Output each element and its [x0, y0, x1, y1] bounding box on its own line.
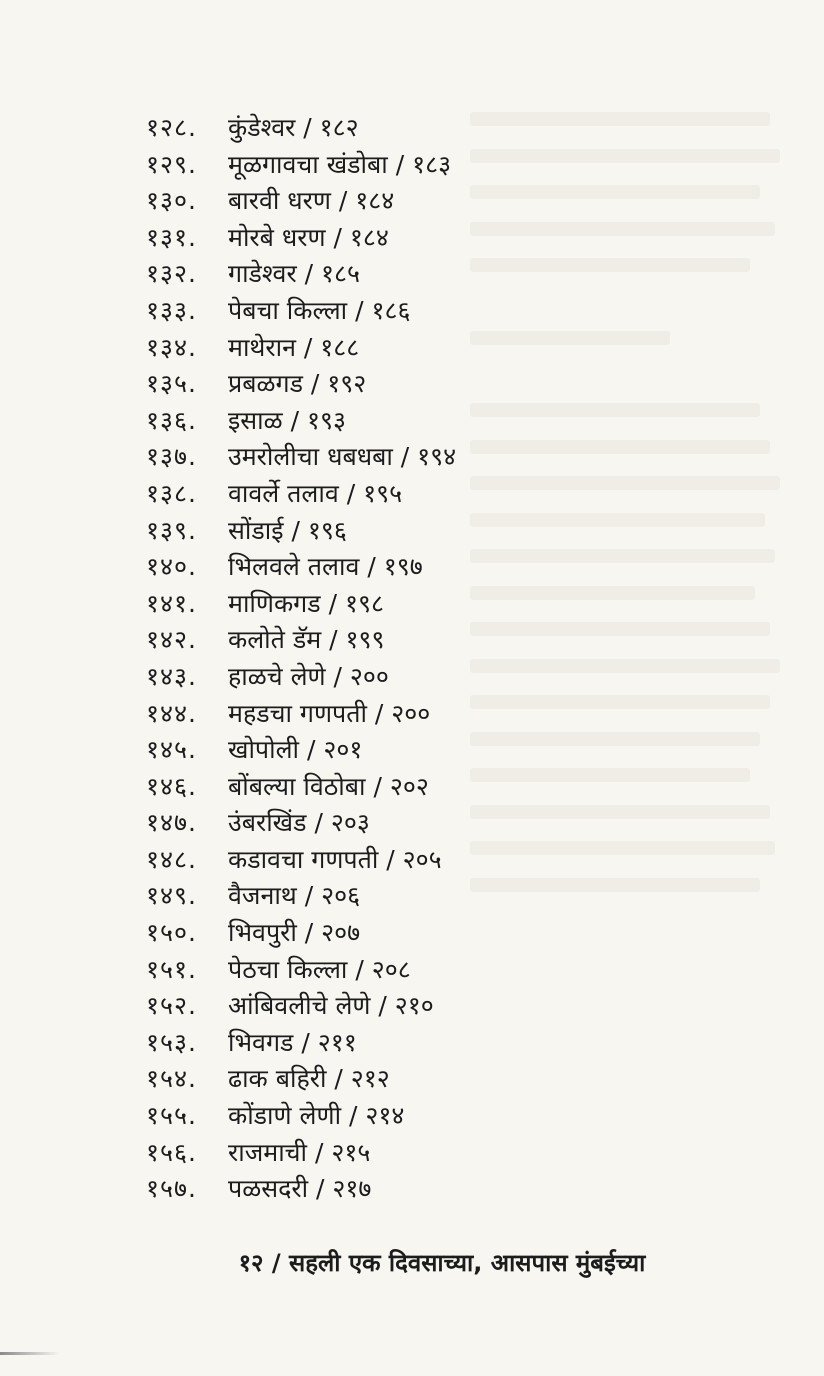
toc-entry: [0, 732, 824, 769]
toc-entry: [0, 1171, 824, 1208]
toc-entry: [0, 952, 824, 989]
entry-number: १४५.: [146, 735, 197, 765]
entry-title: पेबचा किल्ला / १८६: [228, 295, 411, 325]
entry-title: गाडेश्वर / १८५: [228, 259, 360, 289]
entry-number: १३०.: [146, 186, 197, 216]
toc-entry: [0, 659, 824, 696]
entry-number: १५०.: [146, 918, 197, 948]
entry-title: सोंडाई / १९६: [228, 515, 347, 545]
toc-entry: [0, 1061, 824, 1098]
entry-number: १४७.: [146, 808, 197, 838]
toc-entry: [0, 878, 824, 915]
toc-entry: [0, 110, 824, 147]
entry-title: खोपोली / २०१: [228, 735, 363, 765]
toc-entry: [0, 1135, 824, 1172]
entry-title: माणिकगड / १९८: [228, 588, 384, 618]
entry-number: १५६.: [146, 1137, 197, 1167]
entry-title: उंबरखिंड / २०३: [228, 808, 370, 838]
toc-entry: [0, 988, 824, 1025]
toc-entry: [0, 513, 824, 550]
toc-entry: [0, 330, 824, 367]
toc-entry: [0, 805, 824, 842]
entry-title: पेठचा किल्ला / २०८: [228, 954, 411, 984]
entry-number: १४८.: [146, 844, 197, 874]
toc-entry: [0, 476, 824, 513]
entry-number: १५१.: [146, 954, 197, 984]
entry-number: १३३.: [146, 295, 197, 325]
entry-number: १४९.: [146, 881, 197, 911]
entry-title: कलोते डॅम / १९९: [228, 625, 385, 655]
toc-entry: [0, 915, 824, 952]
entry-number: १४६.: [146, 771, 197, 801]
entry-number: १५३.: [146, 1027, 197, 1057]
entry-number: १२९.: [146, 149, 197, 179]
entry-title: महडचा गणपती / २००: [228, 698, 431, 728]
toc-entry: [0, 1025, 824, 1062]
toc-entry: [0, 549, 824, 586]
entry-number: १४३.: [146, 661, 197, 691]
table-of-contents: [0, 110, 824, 1208]
entry-title: उमरोलीचा धबधबा / १९४: [228, 442, 457, 472]
toc-entry: [0, 842, 824, 879]
entry-number: १३७.: [146, 442, 197, 472]
entry-title: कुंडेश्वर / १८२: [228, 113, 359, 142]
entry-number: १३१.: [146, 222, 197, 252]
entry-title: माथेरान / १८८: [228, 332, 360, 362]
page-edge-smudge: [0, 1352, 60, 1355]
entry-number: १४०.: [146, 552, 197, 582]
toc-entry: [0, 403, 824, 440]
entry-number: १३२.: [146, 259, 197, 289]
entry-number: १४२.: [146, 625, 197, 655]
entry-title: मूळगावचा खंडोबा / १८३: [228, 149, 452, 179]
entry-title: कडावचा गणपती / २०५: [228, 844, 442, 874]
toc-entry: [0, 769, 824, 806]
entry-title: कोंडाणे लेणी / २१४: [228, 1101, 405, 1131]
entry-title: हाळचे लेणे / २००: [228, 661, 389, 691]
toc-entry: [0, 586, 824, 623]
entry-number: १५२.: [146, 991, 197, 1021]
entry-title: इसाळ / १९३: [228, 405, 346, 435]
entry-number: १४४.: [146, 698, 197, 728]
entry-number: १२८.: [146, 113, 197, 142]
page-footer: १२ / सहली एक दिवसाच्या, आसपास मुंबईच्या: [238, 1249, 646, 1277]
toc-entry: [0, 256, 824, 293]
entry-number: १४१.: [146, 588, 197, 618]
entry-title: मोरबे धरण / १८४: [228, 222, 389, 252]
entry-number: १३८.: [146, 478, 197, 508]
entry-title: बारवी धरण / १८४: [228, 186, 395, 216]
entry-title: भिवगड / २११: [228, 1027, 357, 1057]
toc-entry: [0, 439, 824, 476]
entry-title: बोंबल्या विठोबा / २०२: [228, 771, 429, 801]
entry-title: प्रबळगड / १९२: [228, 369, 367, 399]
entry-title: राजमाची / २१५: [228, 1137, 371, 1167]
entry-number: १५४.: [146, 1064, 197, 1094]
entry-title: वैजनाथ / २०६: [228, 881, 361, 911]
toc-entry: [0, 696, 824, 733]
entry-number: १५७.: [146, 1174, 197, 1204]
toc-entry: [0, 622, 824, 659]
entry-title: आंबिवलीचे लेणे / २१०: [228, 991, 434, 1021]
entry-number: १३५.: [146, 369, 197, 399]
entry-number: १५५.: [146, 1101, 197, 1131]
entry-title: ढाक बहिरी / २१२: [228, 1064, 390, 1094]
toc-entry: [0, 147, 824, 184]
toc-entry: [0, 1098, 824, 1135]
entry-title: वावर्ले तलाव / १९५: [228, 478, 403, 508]
entry-number: १३६.: [146, 405, 197, 435]
toc-entry: [0, 366, 824, 403]
entry-number: १३९.: [146, 515, 197, 545]
toc-entry: [0, 293, 824, 330]
toc-entry: [0, 183, 824, 220]
entry-title: भिलवले तलाव / १९७: [228, 552, 423, 582]
entry-title: पळसदरी / २१७: [228, 1174, 372, 1204]
toc-entry: [0, 220, 824, 257]
entry-number: १३४.: [146, 332, 197, 362]
entry-title: भिवपुरी / २०७: [228, 918, 361, 948]
